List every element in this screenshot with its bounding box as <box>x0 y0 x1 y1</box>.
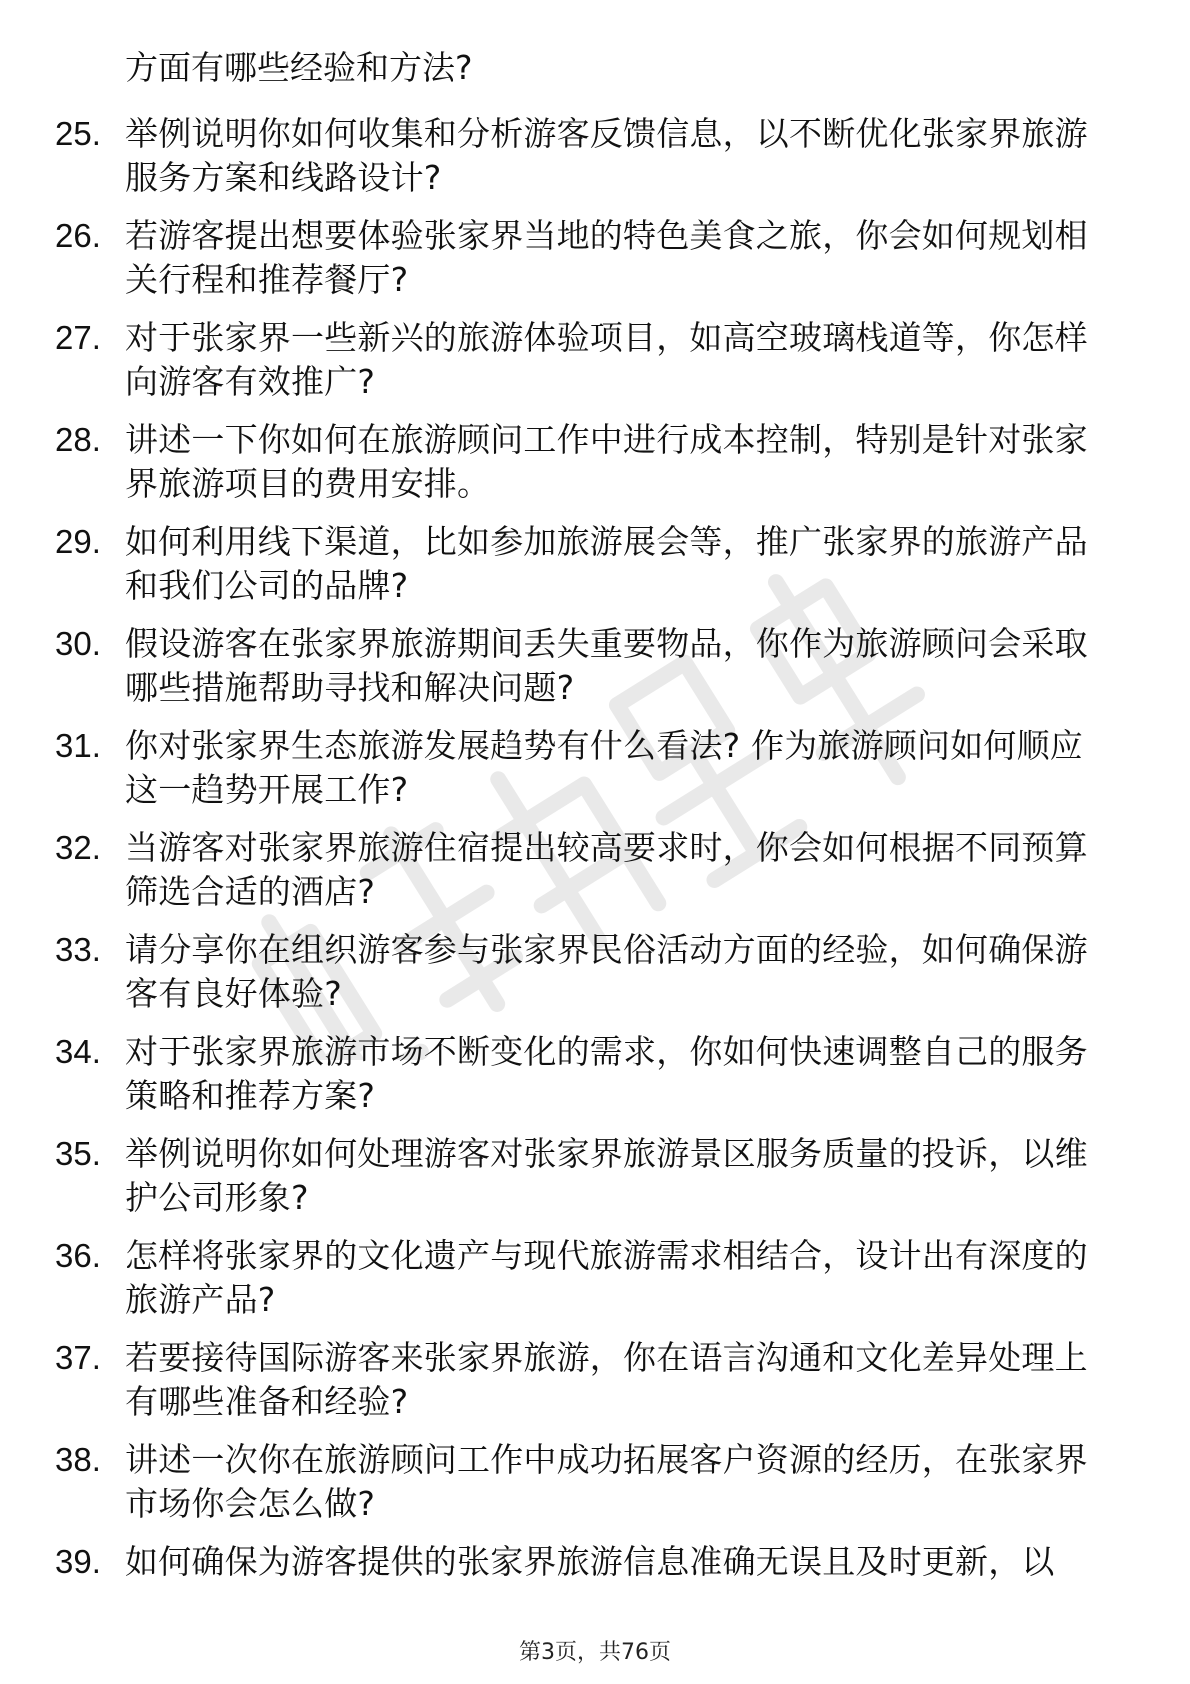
list-item <box>0 1132 1190 1234</box>
question-number: 38. <box>55 1441 101 1478</box>
question-number: 39. <box>55 1543 101 1580</box>
list-item <box>0 1336 1190 1438</box>
question-number: 37. <box>55 1339 101 1376</box>
question-text: 请分享你在组织游客参与张家界民俗活动方面的经验，如何确保游客有良好体验? <box>125 930 1088 1013</box>
list-item <box>0 826 1190 928</box>
list-item <box>0 418 1190 520</box>
list-item <box>0 520 1190 622</box>
question-text: 如何利用线下渠道，比如参加旅游展会等，推广张家界的旅游产品和我们公司的品牌? <box>125 522 1088 605</box>
question-list <box>0 112 1190 1642</box>
question-number: 36. <box>55 1237 101 1274</box>
question-number: 34. <box>55 1033 101 1070</box>
question-text: 如何确保为游客提供的张家界旅游信息准确无误且及时更新，以 <box>125 1542 1055 1581</box>
question-number: 35. <box>55 1135 101 1172</box>
question-text: 举例说明你如何收集和分析游客反馈信息，以不断优化张家界旅游服务方案和线路设计? <box>125 114 1088 197</box>
list-item <box>0 928 1190 1030</box>
list-item <box>0 112 1190 214</box>
page-footer: 第3页，共76页 <box>519 1640 671 1665</box>
question-number: 31. <box>55 727 101 764</box>
question-text: 当游客对张家界旅游住宿提出较高要求时，你会如何根据不同预算筛选合适的酒店? <box>125 828 1088 911</box>
question-text: 你对张家界生态旅游发展趋势有什么看法? 作为旅游顾问如何顺应这一趋势开展工作? <box>125 726 1084 809</box>
list-item <box>0 1438 1190 1540</box>
question-number: 30. <box>55 625 101 662</box>
question-number: 26. <box>55 217 101 254</box>
question-text: 讲述一次你在旅游顾问工作中成功拓展客户资源的经历，在张家界市场你会怎么做? <box>125 1440 1088 1523</box>
list-item <box>0 1540 1190 1642</box>
question-number: 32. <box>55 829 101 866</box>
question-text: 若游客提出想要体验张家界当地的特色美食之旅，你会如何规划相关行程和推荐餐厅? <box>125 216 1088 299</box>
question-number: 25. <box>55 115 101 152</box>
list-item <box>0 622 1190 724</box>
question-text: 讲述一下你如何在旅游顾问工作中进行成本控制，特别是针对张家界旅游项目的费用安排。 <box>125 420 1088 503</box>
question-number: 28. <box>55 421 101 458</box>
question-text: 举例说明你如何处理游客对张家界旅游景区服务质量的投诉，以维护公司形象? <box>125 1134 1088 1217</box>
list-item <box>0 316 1190 418</box>
question-text: 怎样将张家界的文化遗产与现代旅游需求相结合，设计出有深度的旅游产品? <box>125 1236 1088 1319</box>
list-item <box>0 1030 1190 1132</box>
question-text: 若要接待国际游客来张家界旅游，你在语言沟通和文化差异处理上有哪些准备和经验? <box>125 1338 1088 1421</box>
question-text: 对于张家界一些新兴的旅游体验项目，如高空玻璃栈道等，你怎样向游客有效推广? <box>125 318 1088 401</box>
question-number: 29. <box>55 523 101 560</box>
continued-question-text: 方面有哪些经验和方法? <box>125 48 473 87</box>
list-item <box>0 1234 1190 1336</box>
question-text: 假设游客在张家界旅游期间丢失重要物品，你作为旅游顾问会采取哪些措施帮助寻找和解决问题? <box>125 624 1088 707</box>
list-item <box>0 724 1190 826</box>
question-number: 33. <box>55 931 101 968</box>
question-text: 对于张家界旅游市场不断变化的需求，你如何快速调整自己的服务策略和推荐方案? <box>125 1032 1088 1115</box>
list-item <box>0 214 1190 316</box>
question-number: 27. <box>55 319 101 356</box>
